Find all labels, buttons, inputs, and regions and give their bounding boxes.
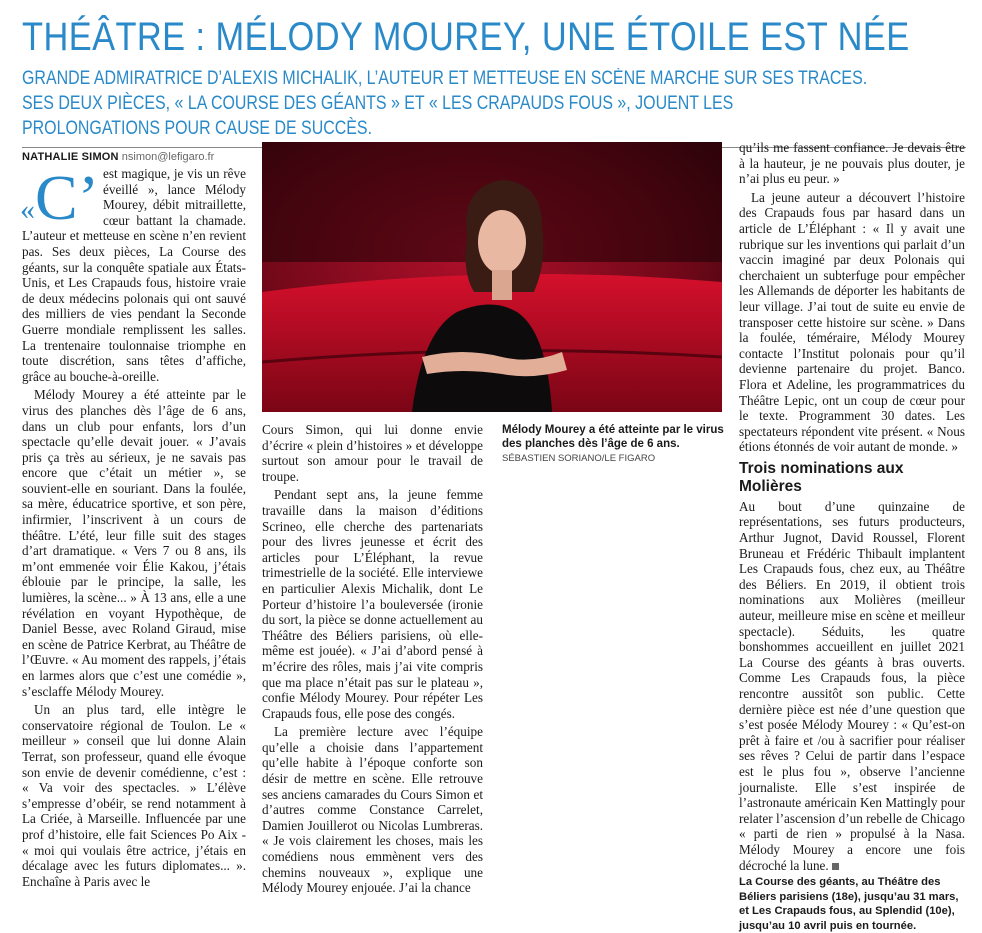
portrait-photo: [262, 142, 722, 412]
show-info-line: La Course des géants, au Théâtre des Béliers parisiens (18e), jusqu’au 31 mars,: [739, 876, 959, 903]
drop-cap-quote: «: [20, 193, 35, 226]
paragraph: Un an plus tard, elle intègre le conservatoire régional de Toulon. Le « meilleur » conseil que lui donne Alain Terrat, son professeur, quand elle évoque son envie de devenir comédienne, c’est : « Va voir des spectacles. » L’élève s’empresse d’obéir, se rend notamment à La Criée, à Marseille. Influencée par une prof d’histoire, elle fait Sciences Po Aix - « moi qui voulais être actrice, j’étais en décalage avec les futurs diplomates... ». Enchaîne à Paris avec le: [22, 702, 246, 889]
lead-paragraph: [20, 162, 246, 384]
photo-caption: [502, 423, 726, 466]
caption-text: Mélody Mourey a été atteinte par le virus des planches dès l’âge de 6 ans.: [502, 424, 724, 450]
photo-credit: SÉBASTIEN SORIANO/LE FIGARO: [502, 453, 656, 464]
byline-name: NATHALIE SIMON: [22, 151, 119, 163]
byline-email[interactable]: nsimon@lefigaro.fr: [121, 151, 215, 163]
column-3: [739, 140, 965, 933]
paragraph: Mélody Mourey a été atteinte par le virus des planches dès l’âge de 6 ans, dans un club pour enfants, lors d’un spectacle qu’elle devait jouer. « J’avais pris ça très au sérieux, je ne savais pas encore que c’était un métier », se souvient-elle en souriant. Dans la foulée, sa mère, éducatrice sportive, et son père, infirmier, l’inscrivent à un cours de théâtre. L’été, leur fille suit des stages d’art dramatique. « Vers 7 ou 8 ans, ils m’ont emmenée voir Élie Kakou, j’étais éblouie par le principe, la salle, les lumières, la scène... » À 13 ans, elle a une révélation en voyant Hypothèque, de Daniel Besse, avec Roland Giraud, mise en scène de Patrice Kerbrat, au Théâtre de l’Œuvre. « Au moment des rappels, j’étais en larmes alors que c’est une comédie », s’esclaffe Mélody Mourey.: [22, 387, 246, 699]
paragraph: qu’ils me fassent confiance. Je devais être à la hauteur, je ne pouvais plus douter, je n’ai plus eu peur. »: [739, 140, 965, 187]
paragraph: Cours Simon, qui lui donne envie d’écrire « plein d’histoires » et développe surtout son amour pour le travail de troupe.: [262, 422, 483, 484]
headline: THÉÂTRE : MÉLODY MOUREY, UNE ÉTOILE EST NÉE: [22, 15, 910, 59]
portrait-illustration: [262, 142, 722, 412]
end-mark-icon: [832, 863, 839, 870]
paragraph: La première lecture avec l’équipe qu’elle a choisie dans l’appartement qu’elle habite à l’époque conforte son désir de mettre en scène. Elle retrouve ses anciens camarades du Cours Simon et d’autres comme Constance Carrelet, Damien Jouillerot ou Nicolas Lumbreras. « Je vois clairement les choses, mais les comédiens nous emmènent vers des chemins nouveaux », explique une Mélody Mourey enjouée. J’ai la chance: [262, 724, 483, 896]
paragraph: La jeune auteur a découvert l’histoire des Crapauds fous par hasard dans un article de L’Éléphant : « Il y avait une rubrique sur les inventions qui parlait d’un vaccin imaginé par deux Polonais qui cherchaient un subterfuge pour empêcher les Allemands de déporter les habitants de leur village. J’ai tout de suite eu envie de transposer cette histoire sur scène. » Dans la foulée, téméraire, Mélody Mourey contacte l’Institut polonais pour qu’il devienne partenaire du projet. Banco. Flora et Adeline, les programmatrices du Théâtre Lepic, ont un coup de cœur pour le texte. Programment 30 dates. Les spectateurs répondent vite présent. « Nous étions étonnés de voir autant de monde. »: [739, 189, 965, 455]
lead-text: est magique, je vis un rêve éveillé », lance Mélody Mourey, débit mitraillette, cœur battant la chamade. L’auteur et metteuse en scène n’en revient pas. Ses deux pièces, La Course des géants, sur la conquête spatiale aux États-Unis, et Les Crapauds fous, histoire vraie de deux médecins polonais qui ont sauvé des milliers de vies pendant la Seconde Guerre mondiale remplissent les salles. La trentenaire toulonnaise triomphe en toute discrétion, sans têtes d’affiche, grâce au bouche-à-oreille.: [22, 166, 246, 384]
drop-cap: [20, 162, 99, 233]
paragraph: Pendant sept ans, la jeune femme travaille dans la maison d’éditions Scrineo, elle cherche des partenariats pour des livres jeunesse et écrit des articles pour L’Éléphant, la revue trimestrielle de la société. Elle interviewe en particulier Alexis Michalik, dont Le Porteur d’histoire l’a bouleversée (ironie du sort, la pièce se donne actuellement au Théâtre des Béliers parisiens, où elle-même est jouée). « J’ai d’abord pensé à m’écrire des rôles, mais j’ai vite compris que ma place n’était pas sur le plateau », confie Mélody Mourey. Pour répéter Les Crapauds fous, elle pose des congés.: [262, 487, 483, 721]
paragraph-text: Au bout d’une quinzaine de représentations, ses futurs producteurs, Arthur Jugnot, David Roussel, Florent Bruneau et Frédéric Thibault implantent Les Crapauds fous, chez eux, au Théâtre des Béliers. En 2019, il obtient trois nominations aux Molières (meilleur auteur, meilleure mise en scène et meilleur spectacle). Séduits, les quatre bonshommes accueillent en juillet 2021 La Course des géants à bras ouverts. Comme Les Crapauds fous, la pièce rencontre aussitôt son public. Cette dernière pièce est née d’une question que s’est posée Mélody Mourey : « Qu’est-on prêt à faire et /ou à sacrifier pour réaliser ses rêves ? Celui de partir dans l’espace est le plus fou », observe l’ancienne journaliste. Elle s’est inspirée de l’astronaute américain Ken Mattingly pour relater l’ascension d’un rebelle de Chicago « parti de rien » propulsé à la Nasa. Mélody Mourey a encore une fois décroché la lune.: [739, 498, 965, 873]
column-1: [20, 162, 246, 889]
drop-cap-letter: C’: [35, 162, 99, 233]
paragraph: [739, 499, 965, 873]
subheading: Trois nominations aux Molières: [739, 459, 904, 495]
standfirst: GRANDE ADMIRATRICE D’ALEXIS MICHALIK, L’AUTEUR ET METTEUSE EN SCÈNE MARCHE SUR SES TRACES. SES DEUX PIÈCES, « LA COURSE DES GÉANTS » ET « LES CRAPAUDS FOUS », JOUENT LES PROLONGATIONS POUR CAUSE DE SUCCÈS.: [22, 68, 868, 139]
show-info-line: et Les Crapauds fous, au Splendid (10e), jusqu’au 10 avril puis en tournée.: [739, 905, 955, 932]
column-2: [262, 422, 483, 896]
show-info: [739, 875, 965, 933]
